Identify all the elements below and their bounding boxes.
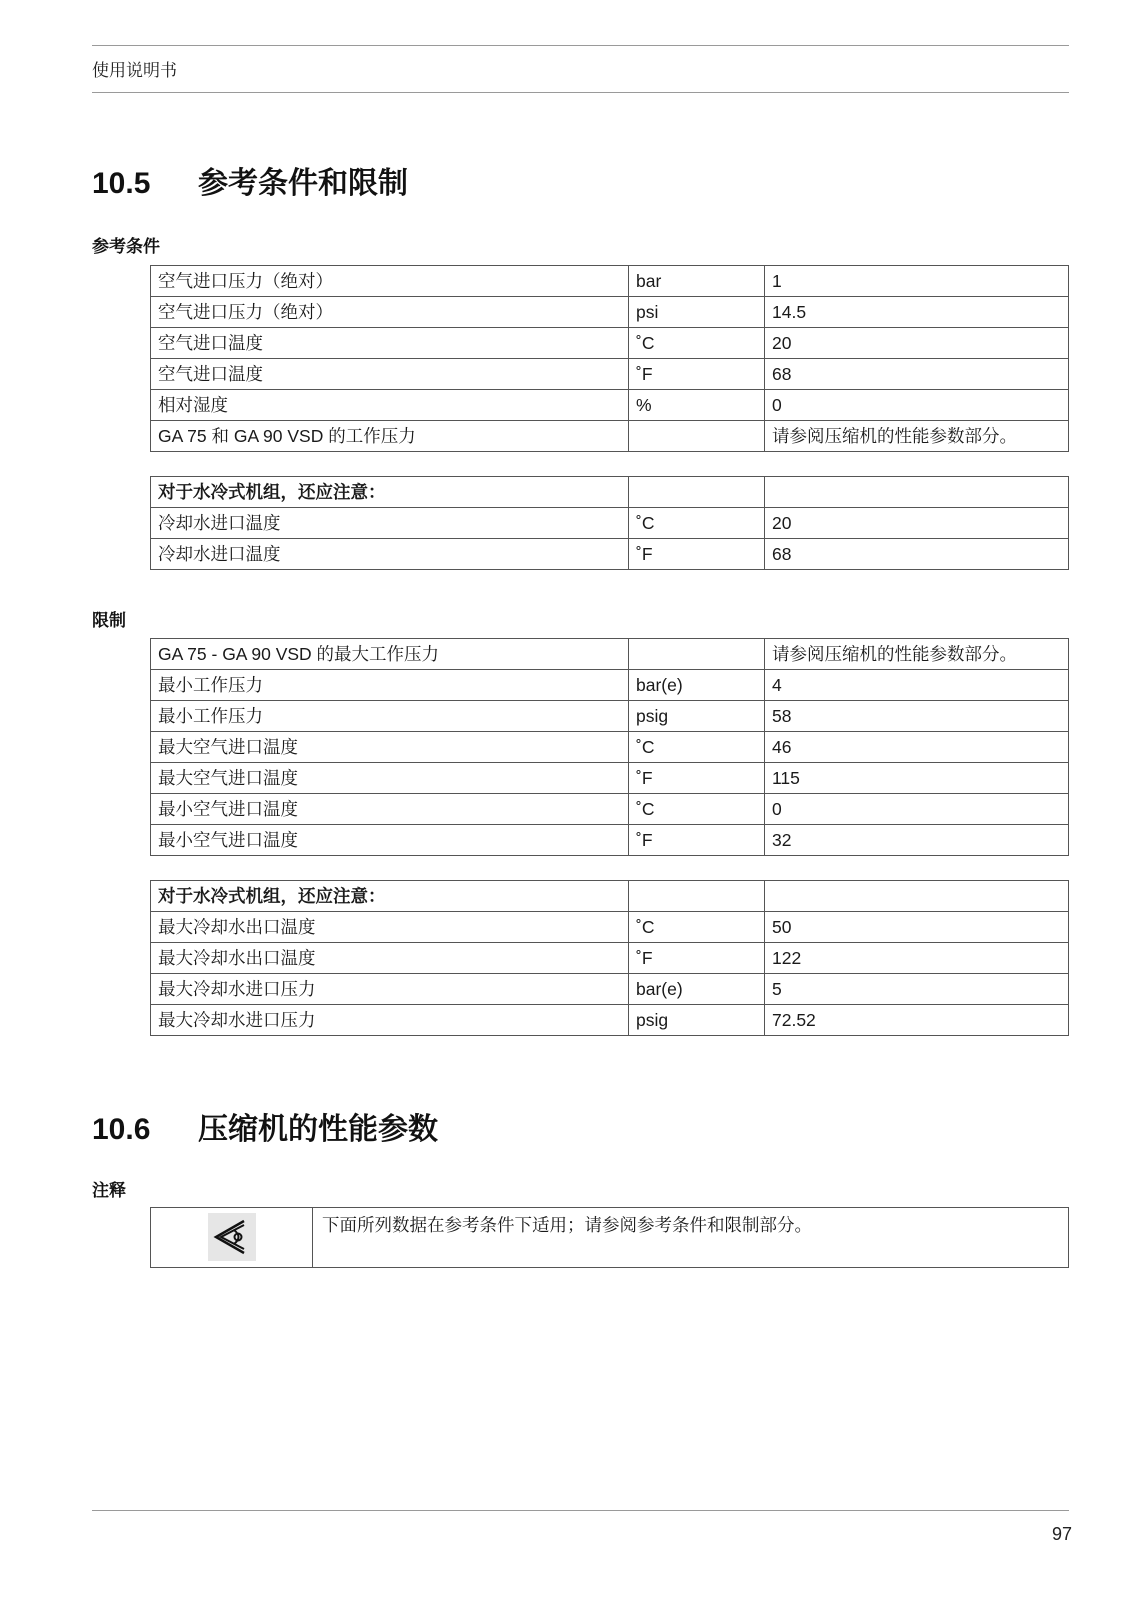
parameter-cell: 最大冷却水进口压力: [151, 974, 629, 1005]
table-body: [151, 266, 1069, 452]
limits-heading: 限制: [92, 611, 126, 630]
table-header-row: [151, 881, 1069, 912]
unit-cell: ˚C: [629, 732, 765, 763]
table-header-row: [151, 477, 1069, 508]
ref-conditions-heading: 参考条件: [92, 237, 160, 256]
table-row: [151, 508, 1069, 539]
parameter-cell: 空气进口温度: [151, 359, 629, 390]
table-row: [151, 390, 1069, 421]
table-row: [151, 943, 1069, 974]
value-cell: 5: [765, 974, 1069, 1005]
table-cell: [765, 881, 1069, 912]
unit-cell: bar(e): [629, 974, 765, 1005]
table-body: [151, 639, 1069, 856]
parameter-cell: 最小空气进口温度: [151, 794, 629, 825]
unit-cell: ˚C: [629, 912, 765, 943]
table-row: [151, 359, 1069, 390]
value-cell: 115: [765, 763, 1069, 794]
water-note-label: 对于水冷式机组，还应注意：: [151, 881, 629, 912]
unit-cell: psi: [629, 297, 765, 328]
parameter-cell: 空气进口压力（绝对）: [151, 297, 629, 328]
table-body: [151, 912, 1069, 1036]
table-row: [151, 732, 1069, 763]
page-number: 97: [1051, 1524, 1072, 1544]
table-row: [151, 1005, 1069, 1036]
value-cell: 50: [765, 912, 1069, 943]
value-cell: 4: [765, 670, 1069, 701]
parameter-cell: 冷却水进口温度: [151, 508, 629, 539]
parameter-cell: 相对湿度: [151, 390, 629, 421]
limits-table: [150, 638, 1069, 856]
value-cell: 68: [765, 359, 1069, 390]
water-note-label: 对于水冷式机组，还应注意：: [151, 477, 629, 508]
eye-note-icon: [208, 1213, 256, 1261]
note-text: 下面所列数据在参考条件下适用；请参阅参考条件和限制部分。: [313, 1208, 1069, 1268]
parameter-cell: 最大空气进口温度: [151, 763, 629, 794]
table-row: [151, 701, 1069, 732]
table-row: [151, 266, 1069, 297]
ref-conditions-table: [150, 265, 1069, 452]
unit-cell: ˚F: [629, 539, 765, 570]
value-cell: 32: [765, 825, 1069, 856]
parameter-cell: GA 75 - GA 90 VSD 的最大工作压力: [151, 639, 629, 670]
unit-cell: [629, 421, 765, 452]
section-title: 压缩机的性能参数: [198, 1113, 438, 1146]
footer-rule: [92, 1510, 1069, 1511]
note-heading: 注释: [92, 1181, 126, 1200]
header-top-rule: [92, 45, 1069, 46]
note-icon-cell: [151, 1208, 313, 1268]
unit-cell: bar: [629, 266, 765, 297]
value-cell: 72.52: [765, 1005, 1069, 1036]
header-title: 使用说明书: [92, 61, 177, 80]
parameter-cell: 最大冷却水进口压力: [151, 1005, 629, 1036]
section-10-6-heading: [92, 1104, 438, 1148]
section-10-5-heading: [92, 158, 408, 202]
table-row: [151, 825, 1069, 856]
parameter-cell: 空气进口温度: [151, 328, 629, 359]
value-cell: 0: [765, 794, 1069, 825]
section-number: 10.5: [92, 167, 151, 200]
unit-cell: [629, 639, 765, 670]
value-cell: 20: [765, 328, 1069, 359]
table-body: [151, 881, 1069, 912]
table-row: [151, 670, 1069, 701]
parameter-cell: 最大冷却水出口温度: [151, 912, 629, 943]
unit-cell: bar(e): [629, 670, 765, 701]
table-cell: [629, 477, 765, 508]
unit-cell: ˚C: [629, 328, 765, 359]
section-title: 参考条件和限制: [198, 167, 408, 200]
unit-cell: ˚F: [629, 943, 765, 974]
unit-cell: ˚C: [629, 794, 765, 825]
note-row: [151, 1208, 1069, 1268]
parameter-cell: 最大空气进口温度: [151, 732, 629, 763]
table-body: [151, 508, 1069, 570]
table-row: [151, 328, 1069, 359]
table-row: [151, 912, 1069, 943]
unit-cell: psig: [629, 1005, 765, 1036]
unit-cell: ˚F: [629, 359, 765, 390]
parameter-cell: 冷却水进口温度: [151, 539, 629, 570]
value-cell: 46: [765, 732, 1069, 763]
value-cell: 请参阅压缩机的性能参数部分。: [765, 421, 1069, 452]
value-cell: 请参阅压缩机的性能参数部分。: [765, 639, 1069, 670]
parameter-cell: GA 75 和 GA 90 VSD 的工作压力: [151, 421, 629, 452]
table-row: [151, 421, 1069, 452]
limits-water-table: [150, 880, 1069, 1036]
table-cell: [765, 477, 1069, 508]
table-row: [151, 794, 1069, 825]
table-cell: [629, 881, 765, 912]
unit-cell: psig: [629, 701, 765, 732]
unit-cell: %: [629, 390, 765, 421]
section-number: 10.6: [92, 1113, 151, 1146]
value-cell: 20: [765, 508, 1069, 539]
value-cell: 122: [765, 943, 1069, 974]
table-row: [151, 974, 1069, 1005]
parameter-cell: 空气进口压力（绝对）: [151, 266, 629, 297]
ref-water-table: [150, 476, 1069, 570]
unit-cell: ˚F: [629, 825, 765, 856]
table-row: [151, 297, 1069, 328]
unit-cell: ˚C: [629, 508, 765, 539]
parameter-cell: 最大冷却水出口温度: [151, 943, 629, 974]
parameter-cell: 最小空气进口温度: [151, 825, 629, 856]
value-cell: 0: [765, 390, 1069, 421]
header-bottom-rule: [92, 92, 1069, 93]
value-cell: 14.5: [765, 297, 1069, 328]
table-row: [151, 539, 1069, 570]
table-row: [151, 639, 1069, 670]
note-table: [150, 1207, 1069, 1268]
table-body: [151, 477, 1069, 508]
unit-cell: ˚F: [629, 763, 765, 794]
table-row: [151, 763, 1069, 794]
value-cell: 68: [765, 539, 1069, 570]
parameter-cell: 最小工作压力: [151, 701, 629, 732]
value-cell: 58: [765, 701, 1069, 732]
value-cell: 1: [765, 266, 1069, 297]
parameter-cell: 最小工作压力: [151, 670, 629, 701]
